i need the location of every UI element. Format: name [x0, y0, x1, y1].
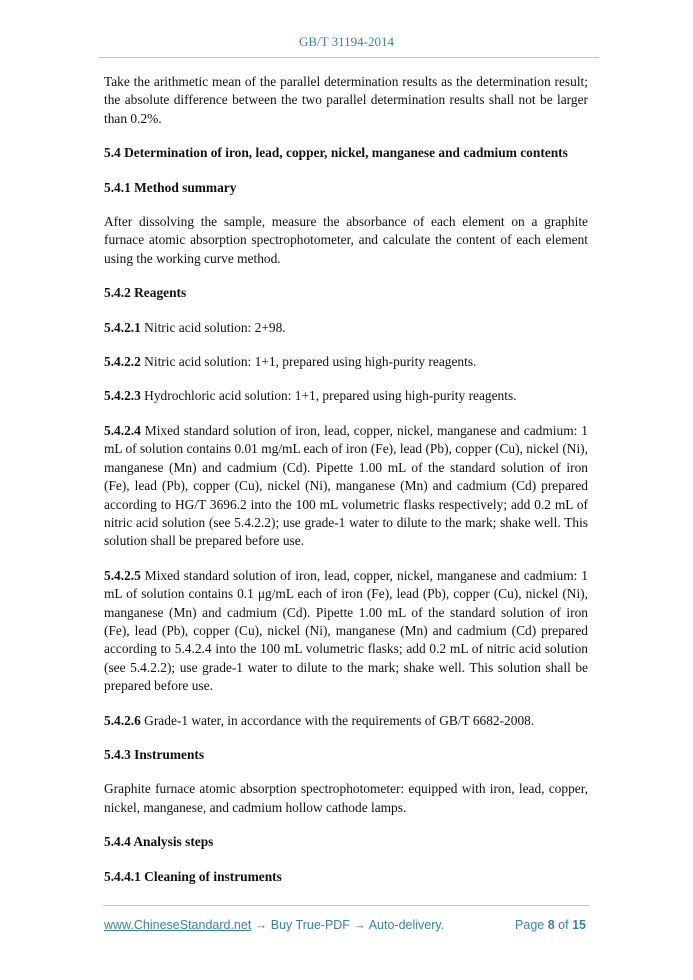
instruments-paragraph: Graphite furnace atomic absorption spectrophotometer: equipped with iron, lead, copper, nickel, manganese, and cadmium hollow cathode lamps. — [104, 781, 588, 815]
reagent-number: 5.4.2.4 — [104, 422, 141, 438]
reagent-item — [104, 319, 588, 337]
reagent-item — [104, 422, 588, 551]
reagent-item — [104, 353, 588, 371]
method-summary-paragraph: After dissolving the sample, measure the absorbance of each element on a graphite furnace atomic absorption spectrophotometer, and calculate the content of each element using the working curve method. — [104, 214, 588, 266]
reagent-number: 5.4.2.6 — [104, 712, 141, 728]
reagent-text: Nitric acid solution: 1+1, prepared using high-purity reagents. — [140, 354, 477, 370]
website-link[interactable]: www.ChineseStandard.net — [104, 918, 252, 932]
intro-paragraph: Take the arithmetic mean of the parallel determination results as the determination result; the absolute difference between the two parallel determination results shall not be larger than 0.2%. — [104, 74, 588, 126]
reagent-number: 5.4.2.3 — [104, 388, 141, 404]
reagent-text: Hydrochloric acid solution: 1+1, prepared using high-purity reagents. — [140, 388, 517, 404]
section-heading-5-4-3: 5.4.3 Instruments — [104, 746, 205, 762]
footer-divider — [103, 905, 589, 906]
reagent-text: Mixed standard solution of iron, lead, copper, nickel, manganese and cadmium: 1 mL of solution contains 0.01 mg/mL each of iron (Fe), lead (Pb), copper (Cu), nickel (Ni), manganese (Mn) and cadmium (Cd). Pipette 1.00 mL of the standard solution of iron (Fe), lead (Pb), copper (Cu), nickel (Ni), manganese (Mn) and cadmium (Cd) prepared according to HG/T 3696.2 into the 100 mL volumetric flasks respectively; add 0.2 mL of nitric acid solution (see 5.4.2.2); use grade-1 water to dilute to the mark; shake well. This solution shall be prepared before use. — [104, 422, 588, 549]
reagent-item — [104, 387, 588, 405]
section-heading-5-4-1: 5.4.1 Method summary — [104, 179, 237, 195]
reagent-number: 5.4.2.5 — [104, 567, 141, 583]
document-code: GB/T 31194-2014 — [299, 34, 394, 49]
reagent-item — [104, 712, 588, 730]
current-page: 8 — [547, 918, 555, 932]
reagent-number: 5.4.2.1 — [104, 319, 141, 335]
reagent-text: Grade-1 water, in accordance with the requirements of GB/T 6682-2008. — [140, 712, 535, 728]
page-content — [104, 73, 588, 902]
section-heading-5-4-2: 5.4.2 Reagents — [104, 285, 187, 301]
page-footer — [104, 918, 588, 932]
reagent-item — [104, 567, 588, 696]
header-divider — [99, 57, 599, 58]
page-indicator: Page 8 of 15 — [515, 918, 586, 932]
footer-tagline: → Buy True-PDF → Auto-delivery. — [251, 918, 445, 932]
reagent-text: Nitric acid solution: 2+98. — [140, 319, 286, 335]
reagent-text: Mixed standard solution of iron, lead, copper, nickel, manganese and cadmium: 1 mL of solution contains 0.1 μg/mL each of iron (Fe), lead (Pb), copper (Cu), nickel (Ni), manganese (Mn) and cadmium (Cd). Pipette 1.00 mL of the standard solution of iron (Fe), lead (Pb), copper (Cu), nickel (Ni), manganese (Mn) and cadmium (Cd) prepared according to 5.4.2.4 into the 100 mL volumetric flasks; add 0.2 mL of nitric acid solution (see 5.4.2.2); use grade-1 water to dilute to the mark; shake well. This solution shall be prepared before use. — [104, 567, 588, 694]
section-heading-5-4-4: 5.4.4 Analysis steps — [104, 834, 214, 850]
section-heading-5-4-4-1: 5.4.4.1 Cleaning of instruments — [104, 868, 282, 884]
section-heading-5-4: 5.4 Determination of iron, lead, copper, nickel, manganese and cadmium contents — [104, 145, 568, 161]
total-pages: 15 — [572, 918, 586, 932]
reagent-number: 5.4.2.2 — [104, 354, 141, 370]
